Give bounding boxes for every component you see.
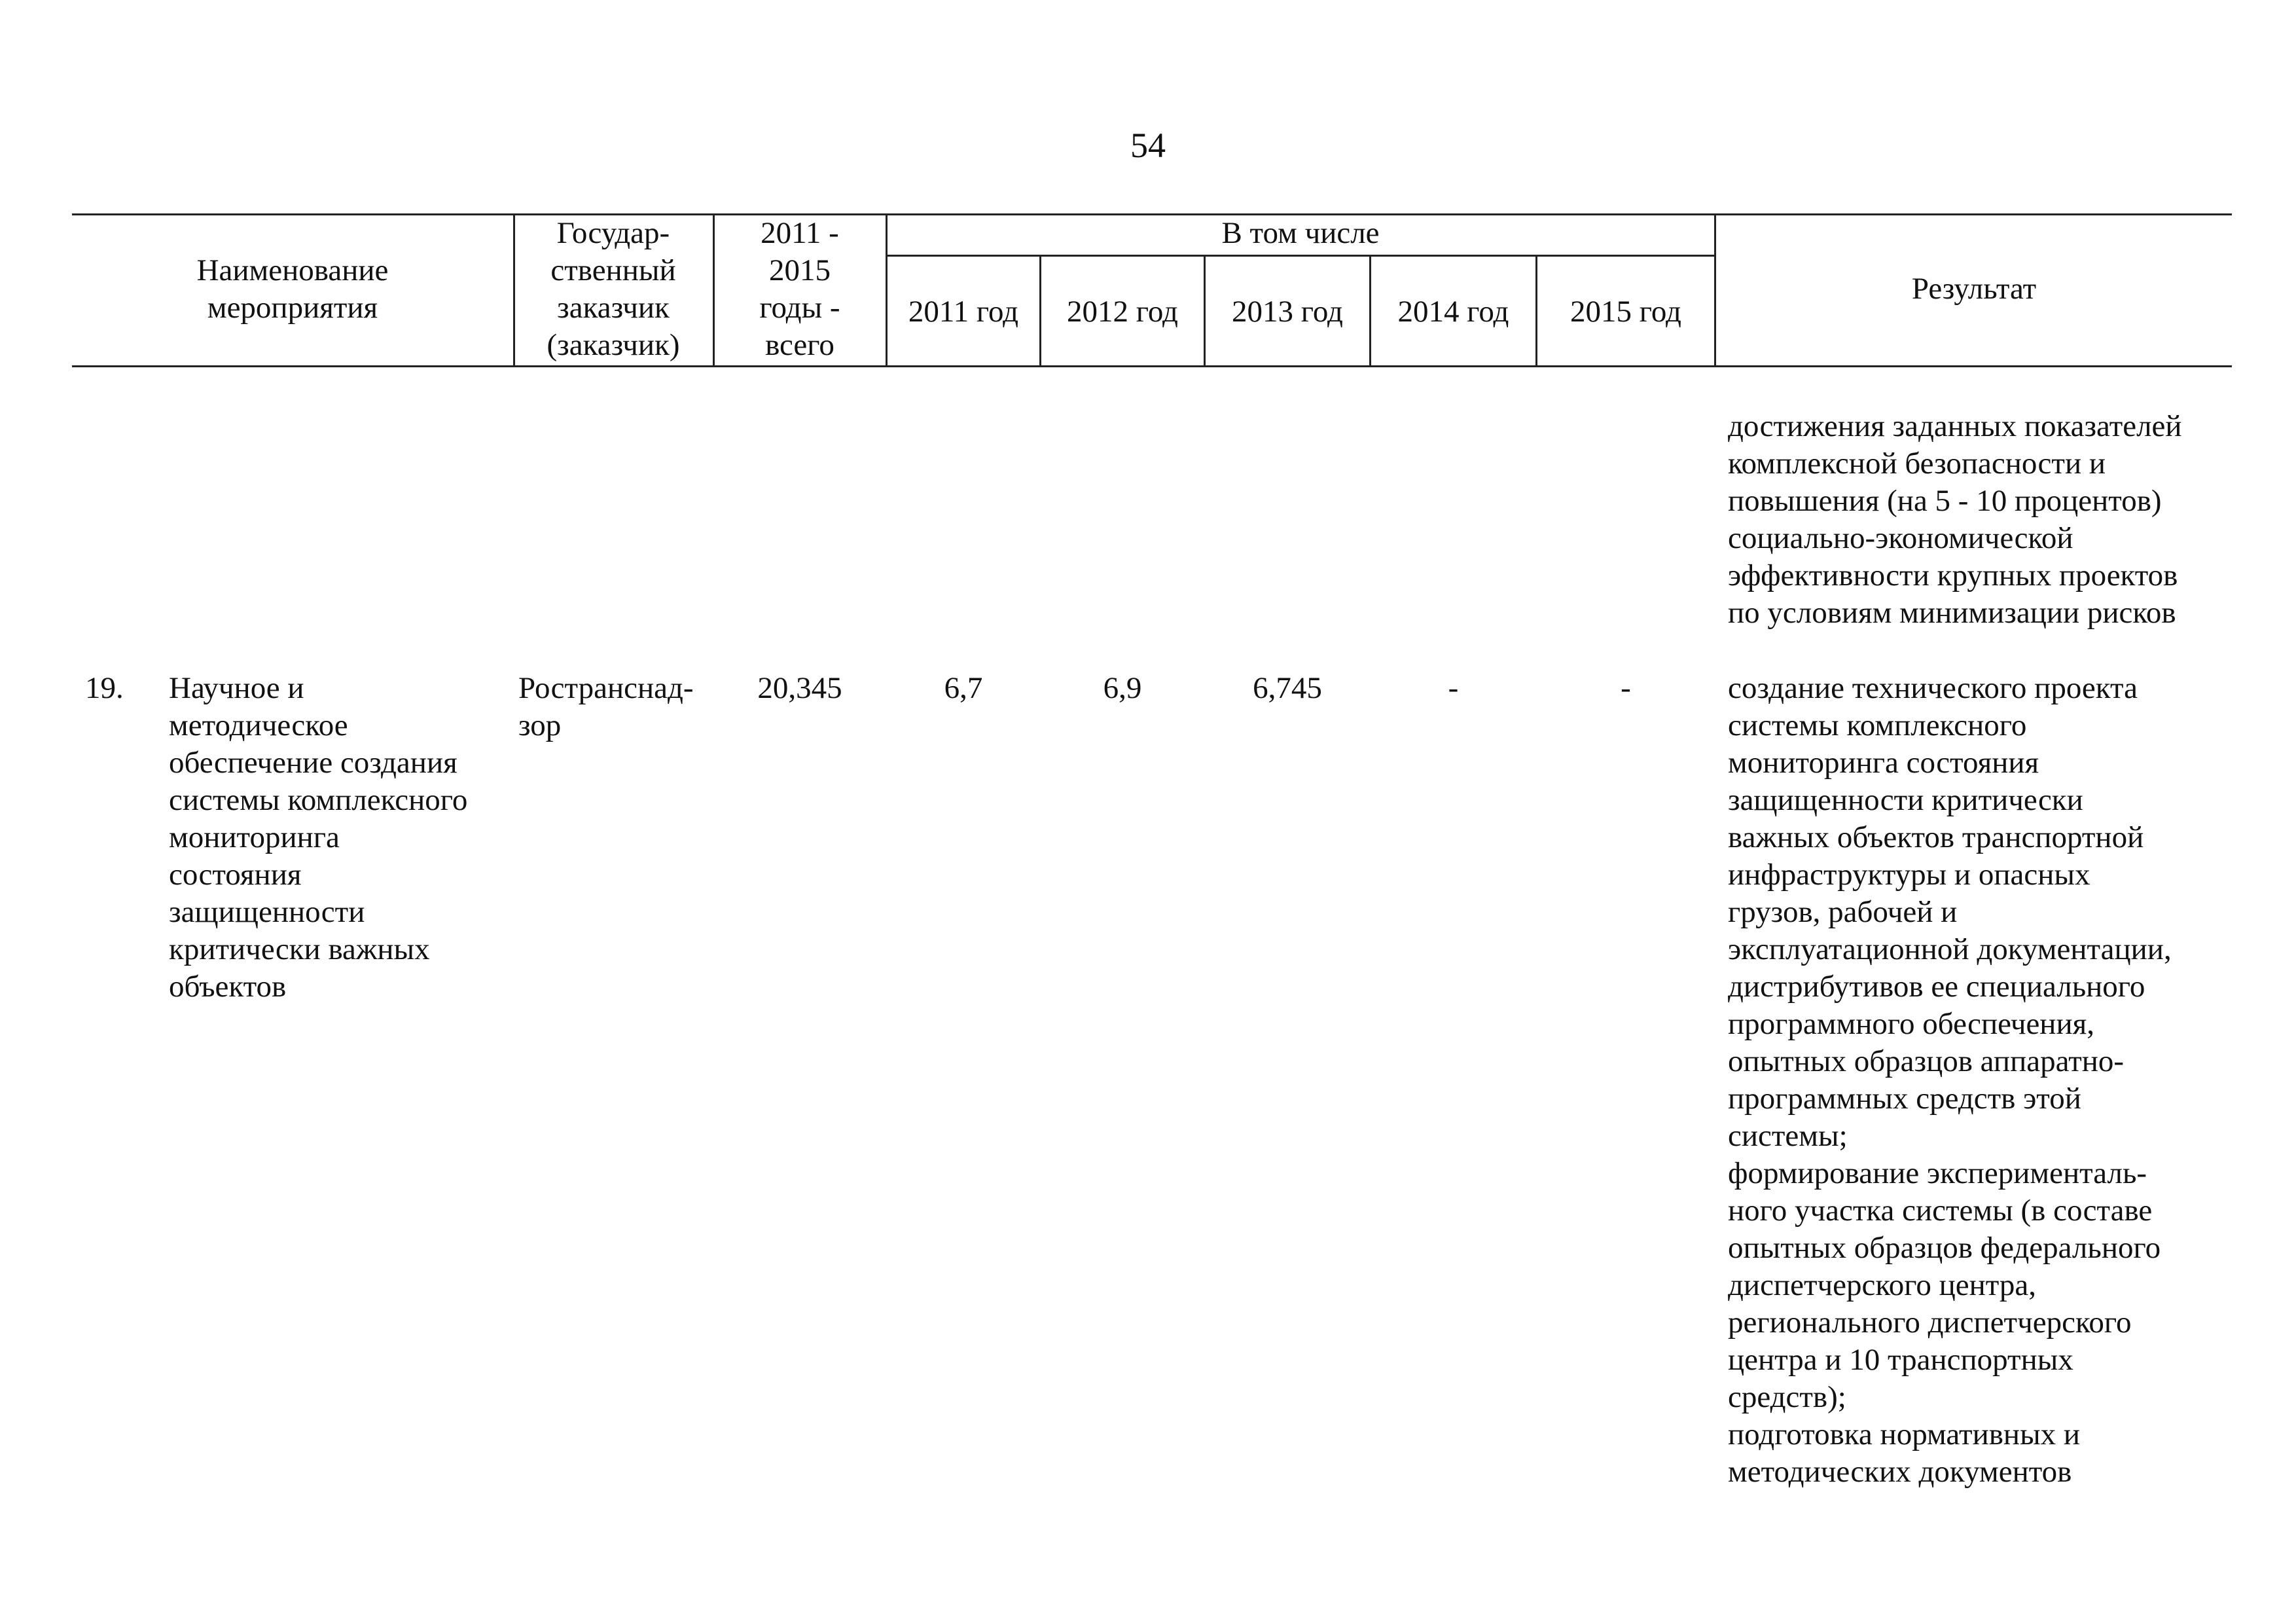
result-line: повышения (на 5 - 10 процентов) [1728, 484, 2162, 518]
customer-line: Ространснад- [518, 671, 694, 705]
result-line: комплексной безопасности и [1728, 447, 2106, 481]
header-bottom-rule [72, 365, 2232, 367]
result-line: опытных образцов федерального [1728, 1231, 2161, 1265]
result-line: дистрибутивов ее специального [1728, 970, 2145, 1004]
result-line: по условиям минимизации рисков [1728, 596, 2176, 630]
name-line: защищенности [169, 895, 365, 929]
header-year-2013: 2013 год [1232, 295, 1343, 329]
page-number: 54 [1130, 126, 1166, 165]
result-line: методических документов [1728, 1455, 2072, 1489]
name-line: критически важных [169, 932, 430, 966]
row-value-2013: 6,745 [1253, 671, 1322, 705]
row-value-2014: - [1448, 671, 1459, 705]
name-line: системы комплексного [169, 783, 468, 817]
header-subrule [887, 255, 1715, 257]
row-value-2011: 6,7 [944, 671, 983, 705]
result-line: подготовка нормативных и [1728, 1417, 2081, 1451]
result-line: защищенности критически [1728, 783, 2083, 817]
result-line: системы комплексного [1728, 708, 2027, 742]
row-result [1728, 670, 2172, 1491]
result-line: социально-экономической [1728, 521, 2073, 555]
result-line: грузов, рабочей и [1728, 895, 1958, 929]
result-line: создание технического проекта [1728, 671, 2138, 705]
customer-line: зор [518, 708, 562, 742]
result-line: эффективности крупных проектов [1728, 558, 2178, 593]
header-name-col: Наименование мероприятия [196, 253, 389, 325]
row-total: 20,345 [757, 671, 842, 705]
continuation-result [1728, 408, 2182, 632]
result-line: центра и 10 транспортных [1728, 1343, 2073, 1377]
row-value-2012: 6,9 [1103, 671, 1142, 705]
row-name [169, 670, 467, 1006]
row-customer [518, 670, 694, 744]
header-result-col: Результат [1911, 272, 2037, 306]
header-total-col: 2011 - 2015 годы - всего [759, 216, 840, 362]
name-line: мониторинга [169, 820, 340, 854]
result-line: эксплуатационной документации, [1728, 932, 2172, 966]
result-line: инфраструктуры и опасных [1728, 858, 2090, 892]
row-number: 19. [85, 671, 124, 705]
result-line: важных объектов транспортной [1728, 820, 2144, 854]
result-line: программных средств этой [1728, 1082, 2081, 1116]
header-customer-col: Государ- ственный заказчик (заказчик) [547, 216, 680, 362]
name-line: обеспечение создания [169, 746, 457, 780]
name-line: Научное и [169, 671, 304, 705]
header-year-2015: 2015 год [1570, 295, 1681, 329]
name-line: методическое [169, 708, 348, 742]
row-value-2015: - [1621, 671, 1631, 705]
header-year-2012: 2012 год [1067, 295, 1178, 329]
result-line: регионального диспетчерского [1728, 1305, 2132, 1340]
result-line: опытных образцов аппаратно- [1728, 1044, 2125, 1078]
result-line: средств); [1728, 1380, 1846, 1414]
name-line: состояния [169, 858, 302, 892]
result-line: ного участка системы (в составе [1728, 1194, 2153, 1228]
result-line: мониторинга состояния [1728, 746, 2039, 780]
header-year-2011: 2011 год [908, 295, 1019, 329]
header-including: В том числе [1221, 216, 1380, 250]
result-line: программного обеспечения, [1728, 1007, 2094, 1041]
result-line: достижения заданных показателей [1728, 409, 2182, 443]
result-line: диспетчерского центра, [1728, 1268, 2037, 1302]
name-line: объектов [169, 970, 287, 1004]
result-line: системы; [1728, 1119, 1848, 1153]
header-year-2014: 2014 год [1397, 295, 1509, 329]
result-line: формирование эксперименталь- [1728, 1156, 2147, 1190]
